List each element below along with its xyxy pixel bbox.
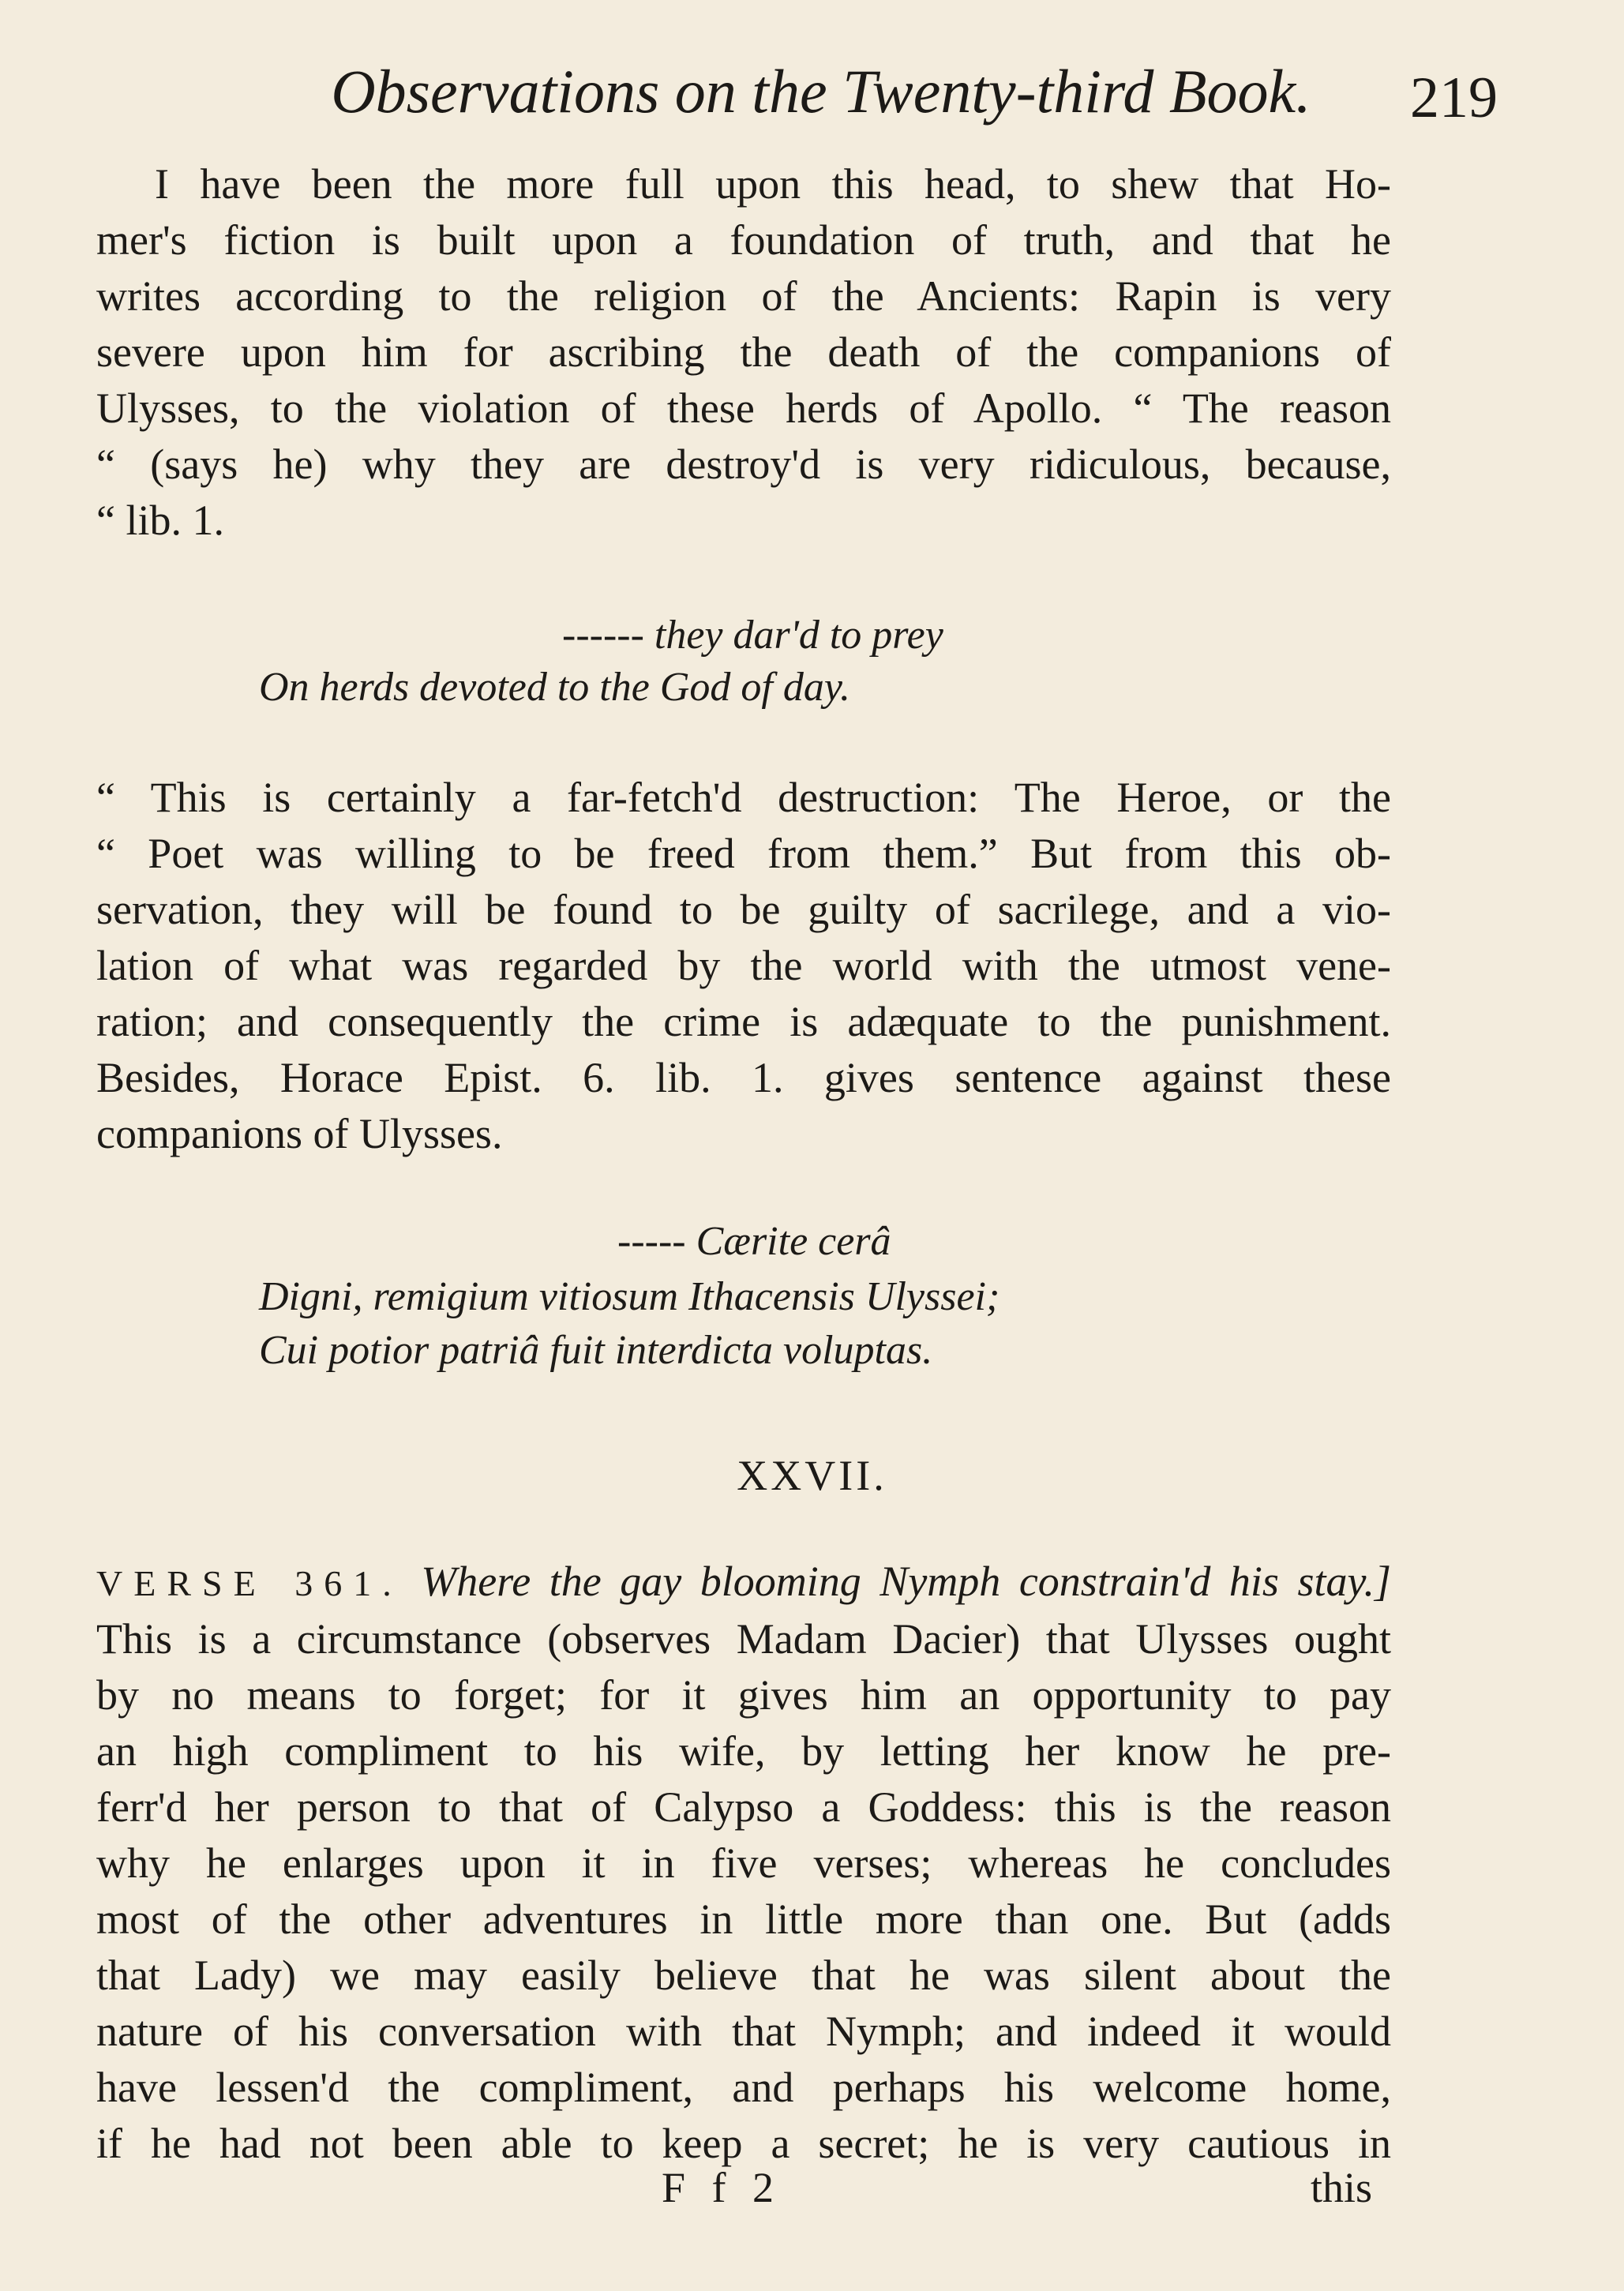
latin-quote-line: Cui potior patriâ fuit interdicta voluptas. xyxy=(259,1328,933,1373)
paragraph-sacrilege xyxy=(96,770,1391,1162)
text-line: servation, they will be found to be guilty of sacrilege, and a vio- xyxy=(96,886,1391,933)
text-line: an high compliment to his wife, by letting her know he pre- xyxy=(96,1727,1391,1775)
text-line: This is a circumstance (observes Madam Dacier) that Ulysses ought xyxy=(96,1615,1391,1663)
verse-label: VERSE 361. xyxy=(96,1563,403,1603)
verse-quote-line: On herds devoted to the God of day. xyxy=(259,665,851,710)
latin-quote-line: ----- Cærite cerâ xyxy=(617,1219,891,1264)
running-head xyxy=(95,46,1529,133)
section-number: XXVII. xyxy=(737,1452,887,1499)
text-line: ration; and consequently the crime is adæquate to the punishment. xyxy=(96,998,1391,1045)
verse-reference-line xyxy=(96,1554,1391,1611)
text-line: “ lib. 1. xyxy=(96,497,224,544)
latin-quote-line: Digni, remigium vitiosum Ithacensis Ulyssei; xyxy=(259,1274,1000,1319)
text-line: “ This is certainly a far-fetch'd destruction: The Heroe, or the xyxy=(96,774,1391,821)
text-line: Ulysses, to the violation of these herds of Apollo. “ The reason xyxy=(96,384,1391,432)
text-line: nature of his conversation with that Nymph; and indeed it would xyxy=(96,2008,1391,2055)
text-line: mer's fiction is built upon a foundation of truth, and that he xyxy=(96,216,1391,264)
running-title: Observations on the Twenty-third Book. xyxy=(331,57,1311,126)
text-line: that Lady) we may easily believe that he was silent about the xyxy=(96,1952,1391,1999)
text-line: “ Poet was willing to be freed from them.” But from this ob- xyxy=(96,830,1391,877)
text-line: companions of Ulysses. xyxy=(96,1110,503,1157)
verse-quote-line: ------ they dar'd to prey xyxy=(562,613,943,658)
text-line: have lessen'd the compliment, and perhaps his welcome home, xyxy=(96,2064,1391,2111)
text-line: ferr'd her person to that of Calypso a Goddess: this is the reason xyxy=(96,1783,1391,1831)
text-line: I have been the more full upon this head, to shew that Ho- xyxy=(155,160,1391,208)
text-line: why he enlarges upon it in five verses; whereas he concludes xyxy=(96,1839,1391,1887)
verse-lemma: Where the gay blooming Nymph constrain'd his stay.] xyxy=(421,1558,1392,1605)
text-line: writes according to the religion of the Ancients: Rapin is very xyxy=(96,272,1391,320)
text-line: lation of what was regarded by the world with the utmost vene- xyxy=(96,942,1391,989)
text-line: severe upon him for ascribing the death of the companions of xyxy=(96,328,1391,376)
text-line: most of the other adventures in little more than one. But (adds xyxy=(96,1895,1391,1943)
paragraph-rapin xyxy=(96,156,1391,549)
catchword: this xyxy=(1311,2164,1373,2211)
page-number: 219 xyxy=(1410,66,1498,130)
text-line: if he had not been able to keep a secret; he is very cautious in xyxy=(96,2120,1391,2167)
paragraph-verse-361 xyxy=(96,1554,1391,2172)
text-line: Besides, Horace Epist. 6. lib. 1. gives sentence against these xyxy=(96,1054,1391,1101)
text-line: by no means to forget; for it gives him an opportunity to pay xyxy=(96,1671,1391,1719)
text-line: “ (says he) why they are destroy'd is very ridiculous, because, xyxy=(96,441,1391,488)
signature-mark: F f 2 xyxy=(662,2164,782,2211)
